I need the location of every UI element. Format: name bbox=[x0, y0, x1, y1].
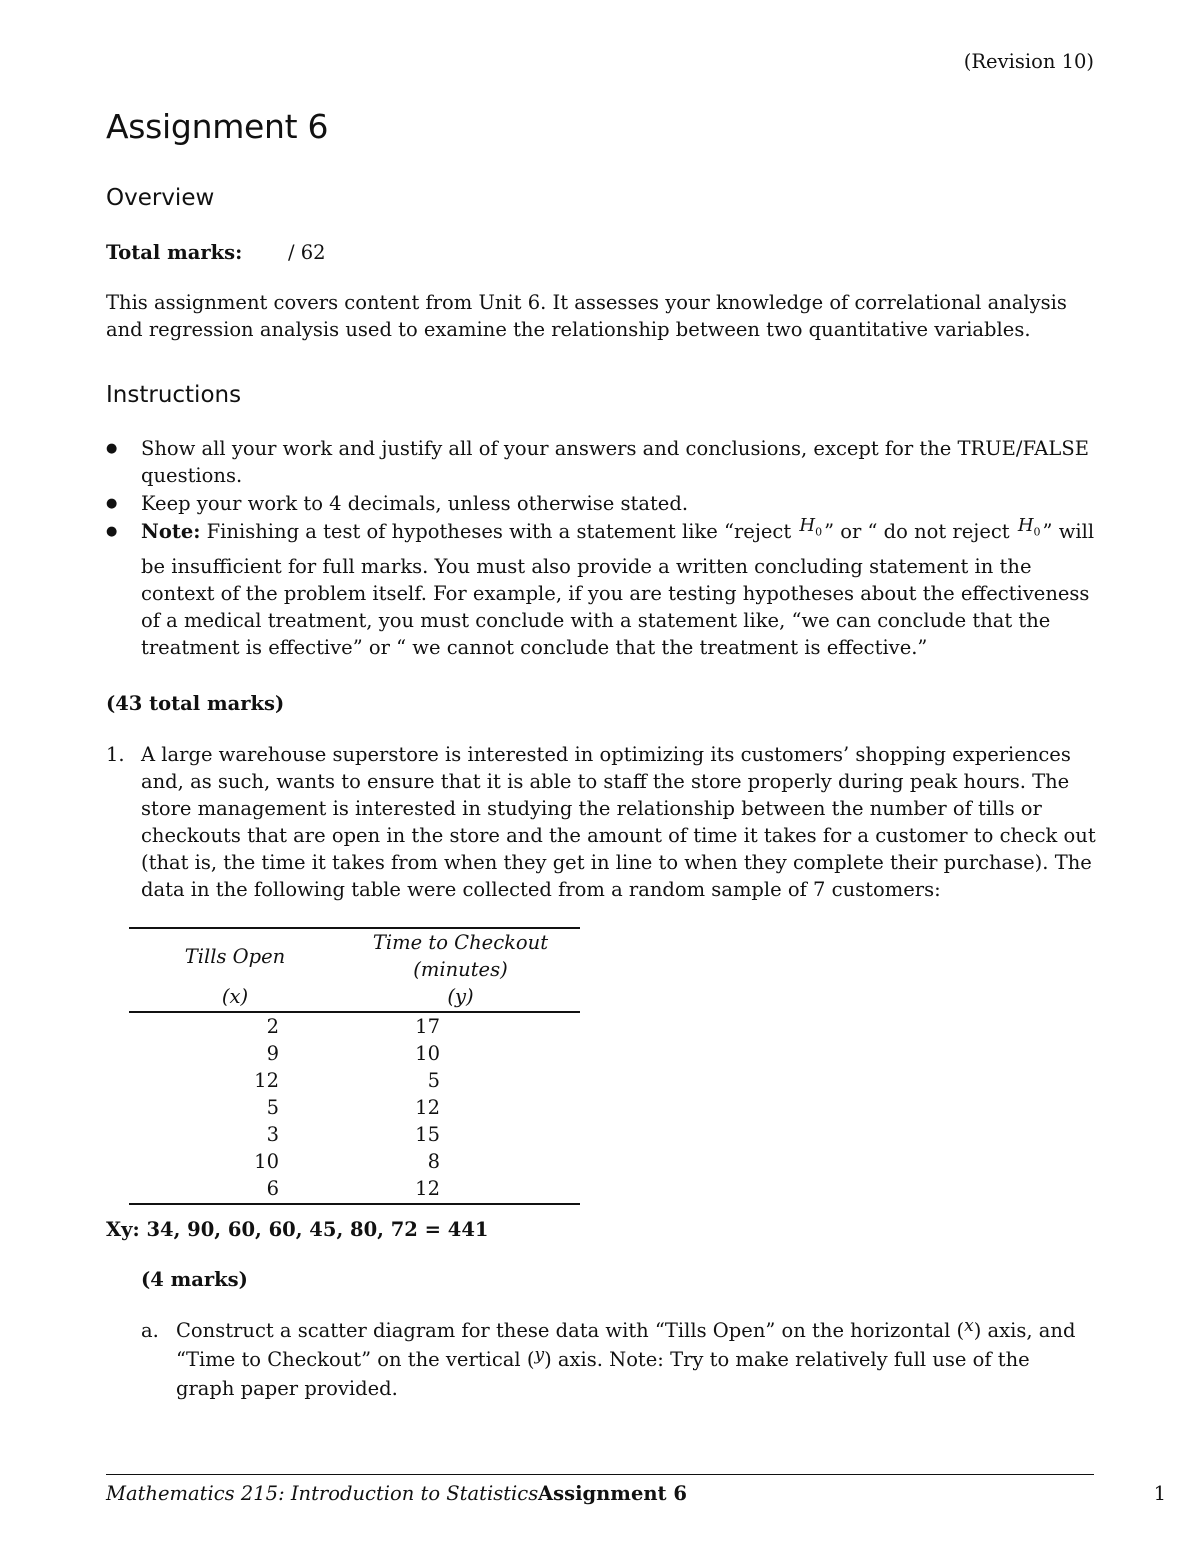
footer-course-title: Mathematics 215: Introduction to Statistics bbox=[106, 1482, 539, 1505]
instruction-item: ● Keep your work to 4 decimals, unless otherwise stated. bbox=[106, 490, 1096, 517]
cell-y: 8 bbox=[427, 1150, 440, 1173]
table-row bbox=[129, 1094, 580, 1121]
question-text: A large warehouse superstore is interested in optimizing its customers’ shopping experiences and, as such, wants to ensure that it is able to staff the store properly during peak hours. The store management is interested in studying the relationship between the number of tills or checkouts that are open in the store and the amount of time it takes for a customer to check out (that is, the time it takes from when they get in line to when they complete their purchase). The data in the following table were collected from a random sample of 7 customers: bbox=[141, 743, 1096, 901]
y-variable-symbol: y bbox=[534, 1345, 545, 1365]
revision-label: (Revision 10) bbox=[963, 50, 1094, 73]
question-number: 1. bbox=[106, 743, 125, 766]
total-marks bbox=[106, 239, 326, 266]
table-row bbox=[129, 1121, 580, 1148]
cell-x: 6 bbox=[129, 1175, 341, 1204]
data-table bbox=[129, 927, 580, 1205]
h0-symbol: $H_0$ bbox=[799, 515, 823, 539]
cell-x: 3 bbox=[266, 1123, 279, 1146]
cell-y: 12 bbox=[415, 1096, 440, 1119]
page-number: 1 bbox=[1153, 1482, 1166, 1505]
cell-y: 12 bbox=[341, 1175, 580, 1204]
overview-heading: Overview bbox=[106, 185, 215, 211]
h0-symbol: $H_0$ bbox=[1017, 515, 1041, 539]
footer-assignment-title: Assignment 6 bbox=[538, 1482, 687, 1505]
overview-description: This assignment covers content from Unit 6. It assesses your knowledge of correlational analysis and regression analysis used to examine the relationship between two quantitative variables. bbox=[106, 291, 1067, 341]
cell-x: 5 bbox=[266, 1096, 279, 1119]
column-header-tills: Tills Open bbox=[129, 928, 341, 983]
cell-x: 10 bbox=[254, 1150, 279, 1173]
total-marks-value: / 62 bbox=[288, 241, 326, 264]
instruction-note bbox=[106, 515, 1096, 661]
note-label: Note: bbox=[141, 520, 201, 543]
footer-divider bbox=[106, 1474, 1094, 1475]
cell-x: 2 bbox=[266, 1015, 279, 1038]
cell-x: 9 bbox=[266, 1042, 279, 1065]
table-row bbox=[129, 1012, 580, 1040]
note-text-1: Finishing a test of hypotheses with a statement like “reject bbox=[200, 520, 798, 543]
note-text-2: ” or “ do not reject bbox=[824, 520, 1016, 543]
question-part-a bbox=[141, 1317, 1091, 1402]
cell-y: 15 bbox=[415, 1123, 440, 1146]
table-row bbox=[129, 1040, 580, 1067]
column-var-y: (y) bbox=[341, 983, 580, 1012]
table-row bbox=[129, 1067, 580, 1094]
note-text-3: ” will be insufficient for full marks. You must also provide a written concluding statement in the context of the problem itself. For example, if you are testing hypotheses about the effectiveness of a medical treatment, you must conclude with a statement like, “we can conclude that the treatment is effective” or “ we cannot conclude that the treatment is effective.” bbox=[141, 520, 1095, 659]
section-marks: (43 total marks) bbox=[106, 692, 285, 715]
instruction-item: ● Show all your work and justify all of your answers and conclusions, except for the TRUE/FALSE questions. bbox=[106, 435, 1096, 489]
cell-y: 5 bbox=[427, 1069, 440, 1092]
column-header-time: Time to Checkout (minutes) bbox=[341, 928, 580, 983]
table-row bbox=[129, 1175, 580, 1204]
xy-sum-note: Xy: 34, 90, 60, 60, 45, 80, 72 = 441 bbox=[106, 1218, 489, 1241]
question-1 bbox=[106, 741, 1096, 903]
part-a-text: Construct a scatter diagram for these data with “Tills Open” on the horizontal (x) axis, and “Time to Checkout” on the vertical (y) axis. Note: Try to make relatively full use of the graph paper provided. bbox=[176, 1316, 1076, 1400]
part-a-marks: (4 marks) bbox=[141, 1268, 248, 1291]
instructions-list bbox=[106, 435, 1096, 662]
part-letter: a. bbox=[141, 1319, 159, 1342]
column-var-x: (x) bbox=[129, 983, 341, 1012]
cell-y: 17 bbox=[415, 1015, 440, 1038]
x-variable-symbol: x bbox=[964, 1316, 974, 1336]
cell-x: 12 bbox=[254, 1069, 279, 1092]
cell-y: 10 bbox=[415, 1042, 440, 1065]
table-row bbox=[129, 1148, 580, 1175]
instructions-heading: Instructions bbox=[106, 382, 242, 408]
page-title: Assignment 6 bbox=[106, 107, 329, 146]
total-marks-label: Total marks: bbox=[106, 241, 243, 264]
